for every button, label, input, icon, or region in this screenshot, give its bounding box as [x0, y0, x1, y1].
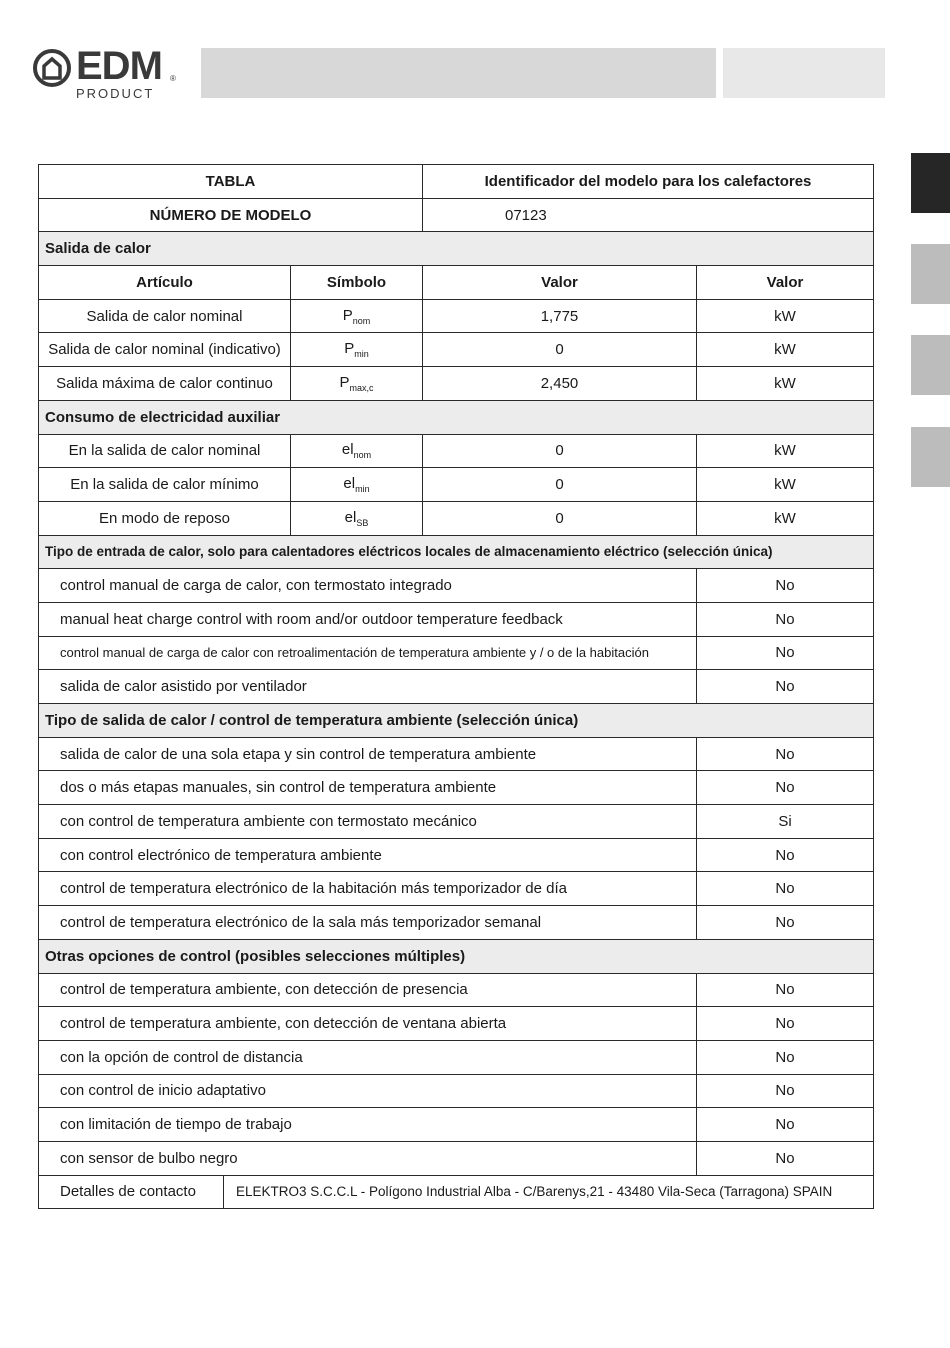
symbol-main: el	[344, 508, 357, 526]
table-row	[39, 1007, 874, 1041]
section-aux: Consumo de electricidad auxiliar	[39, 400, 874, 434]
option-label: salida de calor de una sola etapa y sin control de temperatura ambiente	[39, 737, 697, 771]
tabla-label: TABLA	[39, 165, 423, 199]
option-label: control de temperatura electrónico de la sala más temporizador semanal	[39, 906, 697, 940]
header-bar	[201, 48, 716, 98]
table-row	[39, 973, 874, 1007]
item-label: En la salida de calor nominal	[39, 434, 291, 468]
item-label: Salida máxima de calor continuo	[39, 367, 291, 401]
table-row	[39, 636, 874, 670]
option-label: dos o más etapas manuales, sin control de temperatura ambiente	[39, 771, 697, 805]
option-value: No	[697, 602, 874, 636]
table-row	[39, 872, 874, 906]
model-label: NÚMERO DE MODELO	[39, 198, 423, 232]
edm-logo	[32, 46, 182, 104]
symbol-cell	[291, 501, 423, 535]
item-label: Salida de calor nominal	[39, 299, 291, 333]
option-label: con limitación de tiempo de trabajo	[39, 1108, 697, 1142]
option-label: control de temperatura ambiente, con detección de ventana abierta	[39, 1007, 697, 1041]
section-header	[39, 400, 874, 434]
symbol-main: P	[339, 373, 350, 391]
section-header	[39, 232, 874, 266]
option-label: salida de calor asistido por ventilador	[39, 670, 697, 704]
option-label: control de temperatura electrónico de la habitación más temporizador de día	[39, 872, 697, 906]
option-label: manual heat charge control with room and/or outdoor temperature feedback	[39, 602, 697, 636]
table-row	[39, 165, 874, 199]
section-heat-output: Salida de calor	[39, 232, 874, 266]
item-value: 0	[423, 468, 697, 502]
section-output-type: Tipo de salida de calor / control de temperatura ambiente (selección única)	[39, 704, 874, 738]
col-value: Valor	[423, 266, 697, 300]
brand-name: EDM	[76, 44, 162, 88]
table-row	[39, 367, 874, 401]
table-row	[39, 1108, 874, 1142]
item-unit: kW	[697, 367, 874, 401]
table-row	[39, 838, 874, 872]
option-label: control manual de carga de calor, con termostato integrado	[39, 569, 697, 603]
contact-value: ELEKTRO3 S.C.C.L - Polígono Industrial Alba - C/Barenys,21 - 43480 Vila-Seca (Tarragona) SPAIN	[224, 1175, 874, 1209]
option-value: No	[697, 1141, 874, 1175]
option-value: Si	[697, 805, 874, 839]
side-tab	[911, 335, 950, 395]
option-label: con la opción de control de distancia	[39, 1040, 697, 1074]
symbol-sub: max,c	[349, 382, 374, 393]
model-value: 07123	[423, 198, 874, 232]
table-row	[39, 1040, 874, 1074]
contact-row	[39, 1175, 874, 1209]
registered-mark: ®	[170, 74, 176, 83]
table-row	[39, 501, 874, 535]
section-header	[39, 939, 874, 973]
option-label: con control de temperatura ambiente con termostato mecánico	[39, 805, 697, 839]
symbol-cell	[291, 367, 423, 401]
section-input-type: Tipo de entrada de calor, solo para calentadores eléctricos locales de almacenamiento eléctrico (selección única)	[39, 535, 874, 569]
item-value: 0	[423, 434, 697, 468]
item-unit: kW	[697, 333, 874, 367]
item-value: 1,775	[423, 299, 697, 333]
item-value: 2,450	[423, 367, 697, 401]
option-label: con control de inicio adaptativo	[39, 1074, 697, 1108]
table-row	[39, 468, 874, 502]
section-header	[39, 535, 874, 569]
table-row	[39, 1141, 874, 1175]
option-value: No	[697, 973, 874, 1007]
item-label: En la salida de calor mínimo	[39, 468, 291, 502]
option-value: No	[697, 838, 874, 872]
symbol-main: el	[343, 475, 356, 493]
option-value: No	[697, 636, 874, 670]
table-row	[39, 333, 874, 367]
section-other: Otras opciones de control (posibles selecciones múltiples)	[39, 939, 874, 973]
symbol-main: P	[344, 340, 355, 358]
item-value: 0	[423, 333, 697, 367]
option-label: con sensor de bulbo negro	[39, 1141, 697, 1175]
symbol-sub: SB	[356, 517, 369, 528]
item-label: Salida de calor nominal (indicativo)	[39, 333, 291, 367]
table-row	[39, 299, 874, 333]
option-value: No	[697, 771, 874, 805]
header-bar-small	[723, 48, 885, 98]
table-row	[39, 737, 874, 771]
house-icon	[32, 48, 72, 88]
option-value: No	[697, 1040, 874, 1074]
col-item: Artículo	[39, 266, 291, 300]
symbol-cell	[291, 333, 423, 367]
item-label: En modo de reposo	[39, 501, 291, 535]
option-value: No	[697, 1074, 874, 1108]
symbol-sub: nom	[352, 315, 371, 326]
option-value: No	[697, 906, 874, 940]
table-row	[39, 198, 874, 232]
item-unit: kW	[697, 299, 874, 333]
col-unit: Valor	[697, 266, 874, 300]
table-row	[39, 569, 874, 603]
tabla-value: Identificador del modelo para los calefactores	[423, 165, 874, 199]
symbol-main: P	[342, 306, 353, 324]
spec-table	[38, 164, 874, 1209]
side-tab-active	[911, 153, 950, 213]
item-unit: kW	[697, 434, 874, 468]
option-label: control de temperatura ambiente, con detección de presencia	[39, 973, 697, 1007]
table-row	[39, 266, 874, 300]
table-row	[39, 1074, 874, 1108]
table-row	[39, 434, 874, 468]
symbol-cell	[291, 299, 423, 333]
item-unit: kW	[697, 501, 874, 535]
symbol-sub: min	[354, 349, 369, 360]
item-value: 0	[423, 501, 697, 535]
table-row	[39, 602, 874, 636]
table-row	[39, 906, 874, 940]
option-label: con control electrónico de temperatura ambiente	[39, 838, 697, 872]
option-value: No	[697, 872, 874, 906]
option-value: No	[697, 737, 874, 771]
option-value: No	[697, 670, 874, 704]
side-tab	[911, 427, 950, 487]
contact-label: Detalles de contacto	[39, 1175, 224, 1209]
option-label: control manual de carga de calor con retroalimentación de temperatura ambiente y / o de la habitación	[39, 636, 697, 670]
col-symbol: Símbolo	[291, 266, 423, 300]
table-row	[39, 771, 874, 805]
symbol-cell	[291, 434, 423, 468]
option-value: No	[697, 1007, 874, 1041]
symbol-sub: nom	[353, 450, 372, 461]
symbol-main: el	[341, 441, 354, 459]
option-value: No	[697, 1108, 874, 1142]
item-unit: kW	[697, 468, 874, 502]
option-value: No	[697, 569, 874, 603]
symbol-cell	[291, 468, 423, 502]
symbol-sub: min	[355, 484, 370, 495]
brand-subtitle: PRODUCT	[76, 86, 155, 101]
side-tab	[911, 244, 950, 304]
table-row	[39, 805, 874, 839]
table-row	[39, 670, 874, 704]
section-header	[39, 704, 874, 738]
